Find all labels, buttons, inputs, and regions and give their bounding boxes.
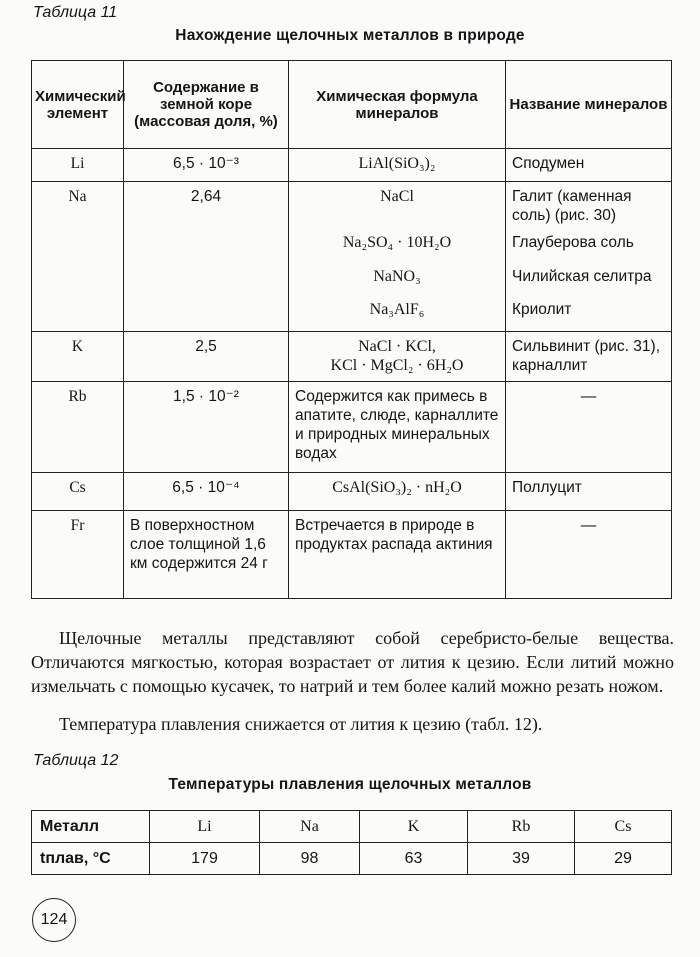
page-number: 124 (32, 898, 76, 942)
temp-cell: 29 (575, 843, 672, 875)
mineral-name: Сподумен (512, 155, 585, 172)
temp-cell: 39 (468, 843, 575, 875)
element-cell: Li (32, 149, 124, 182)
mineral-name: — (580, 388, 597, 405)
mineral-cell (506, 182, 672, 332)
mineral-cell (506, 511, 672, 599)
mineral-name: Чилийская селитра (512, 268, 652, 285)
mineral-cell (506, 382, 672, 473)
formula: NaCl · KCl, (358, 338, 436, 355)
mineral-name: Глауберова соль (512, 234, 634, 251)
element-cell: Cs (32, 473, 124, 511)
formula-cell (289, 332, 506, 382)
content-cell: 6,5 · 10⁻⁴ (124, 473, 289, 511)
formula: CsAl(SiO₃)₂ · nH₂O (332, 479, 462, 496)
element-cell: Na (32, 182, 124, 332)
table-row (32, 382, 672, 473)
mineral-cell (506, 332, 672, 382)
content-cell: 2,64 (124, 182, 289, 332)
table-row (32, 843, 672, 875)
formula: Na₃AlF₆ (369, 301, 425, 318)
temp-cell: 179 (150, 843, 260, 875)
metal-cell: Rb (468, 811, 575, 843)
table12-title: Температуры плавления щелочных металлов (168, 776, 532, 793)
formula: LiAl(SiO₃)₂ (358, 155, 436, 172)
table-row (32, 332, 672, 382)
content-cell: 6,5 · 10⁻³ (124, 149, 289, 182)
element-cell: Rb (32, 382, 124, 473)
formula-cell: Содержится как примесь в апатите, слюде, карналлите и природных минеральных водах (289, 382, 506, 473)
metal-header: Металл (32, 811, 150, 843)
table-row (32, 473, 672, 511)
temp-cell: 63 (360, 843, 468, 875)
content-cell: В поверхностном слое толщиной 1,6 км содержится 24 г (124, 511, 289, 599)
formula: KCl · MgCl₂ · 6H₂O (330, 357, 464, 374)
mineral-cell (506, 149, 672, 182)
table-row (32, 182, 672, 332)
table11-label: Таблица 11 (33, 4, 118, 21)
content-cell: 2,5 (124, 332, 289, 382)
mineral-name: Сильвинит (рис. 31), карналлит (512, 338, 660, 374)
paragraph: Температура плавления снижается от лития к цезию (табл. 12). (59, 714, 543, 734)
table-row (32, 811, 672, 843)
content-cell: 1,5 · 10⁻² (124, 382, 289, 473)
formula-cell (289, 149, 506, 182)
formula-cell (289, 473, 506, 511)
metal-cell: K (360, 811, 468, 843)
metal-cell: Na (260, 811, 360, 843)
table11-title: Нахождение щелочных металлов в природе (175, 27, 525, 44)
header-formula: Химическая формула минералов (289, 61, 506, 149)
temp-header: tплав, °C (32, 843, 150, 875)
mineral-name: — (580, 517, 597, 534)
formula: NaNO₃ (373, 268, 421, 285)
table-row (32, 511, 672, 599)
temp-cell: 98 (260, 843, 360, 875)
formula: Na₂SO₄ · 10H₂O (342, 234, 452, 251)
table12 (31, 810, 672, 875)
element-cell: K (32, 332, 124, 382)
mineral-name: Галит (каменная соль) (рис. 30) (512, 188, 632, 224)
element-cell: Fr (32, 511, 124, 599)
header-element: Химический элемент (32, 61, 124, 149)
metal-cell: Li (150, 811, 260, 843)
formula-cell: Встречается в природе в продуктах распада актиния (289, 511, 506, 599)
formula: NaCl (380, 188, 414, 205)
mineral-cell (506, 473, 672, 511)
table12-label: Таблица 12 (33, 752, 119, 769)
paragraph: Щелочные металлы представляют собой серебристо-белые вещества. Отличаются мягкостью, которая возрастает от лития к цезию. Если литий можно измельчать с помощью кусачек, то натрий и тем более калий можно резать ножом. (31, 628, 674, 696)
mineral-name: Поллуцит (512, 479, 582, 496)
header-content: Содержание в земной коре (массовая доля, %) (124, 61, 289, 149)
header-mineral-name: Название минералов (506, 61, 672, 149)
mineral-name: Криолит (512, 301, 572, 318)
table-row (32, 149, 672, 182)
table11 (31, 60, 672, 599)
metal-cell: Cs (575, 811, 672, 843)
formula-cell (289, 182, 506, 332)
